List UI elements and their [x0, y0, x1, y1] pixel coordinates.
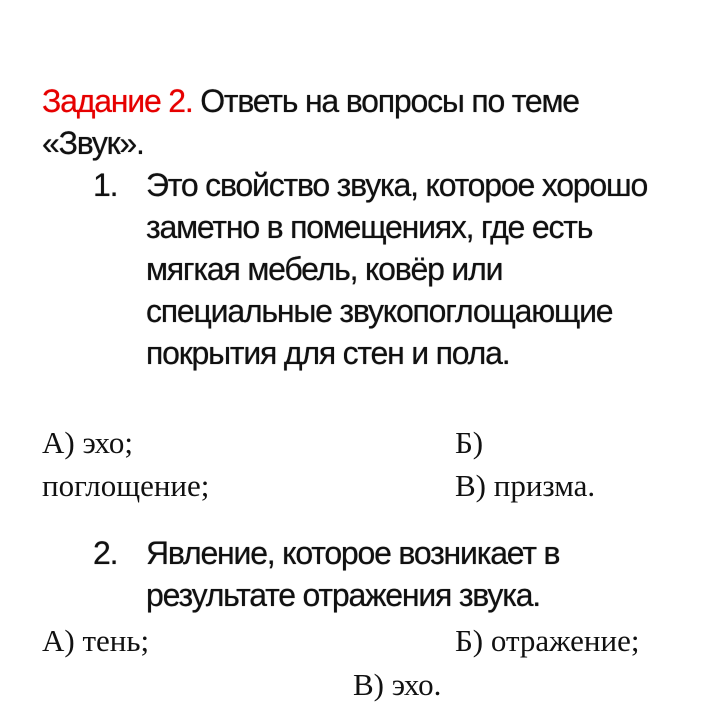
question-1-option-b-value: поглощение;: [42, 468, 210, 503]
question-2-option-c: В) эхо.: [353, 667, 442, 702]
question-1-option-a: А) эхо;: [42, 425, 133, 460]
task-heading: [42, 80, 682, 164]
task-label: Задание 2.: [42, 83, 193, 119]
question-2-option-b: Б) отражение;: [455, 623, 640, 658]
question-2-number: 2.: [93, 535, 118, 571]
question-1-option-c: В) призма.: [455, 468, 596, 503]
question-2-text: Явление, которое возникает в результате отражения звука.: [146, 535, 560, 613]
question-2-option-a: А) тень;: [42, 623, 150, 658]
question-1-option-b-prefix: Б): [455, 425, 484, 460]
question-1-text: Это свойство звука, которое хорошо заметно в помещениях, где есть мягкая мебель, ковёр или специальные звукопоглощающие покрытия для стен и пола.: [146, 167, 648, 371]
question-1-number: 1.: [93, 167, 118, 203]
task-text: Ответь на вопросы по теме «Звук».: [42, 83, 579, 161]
